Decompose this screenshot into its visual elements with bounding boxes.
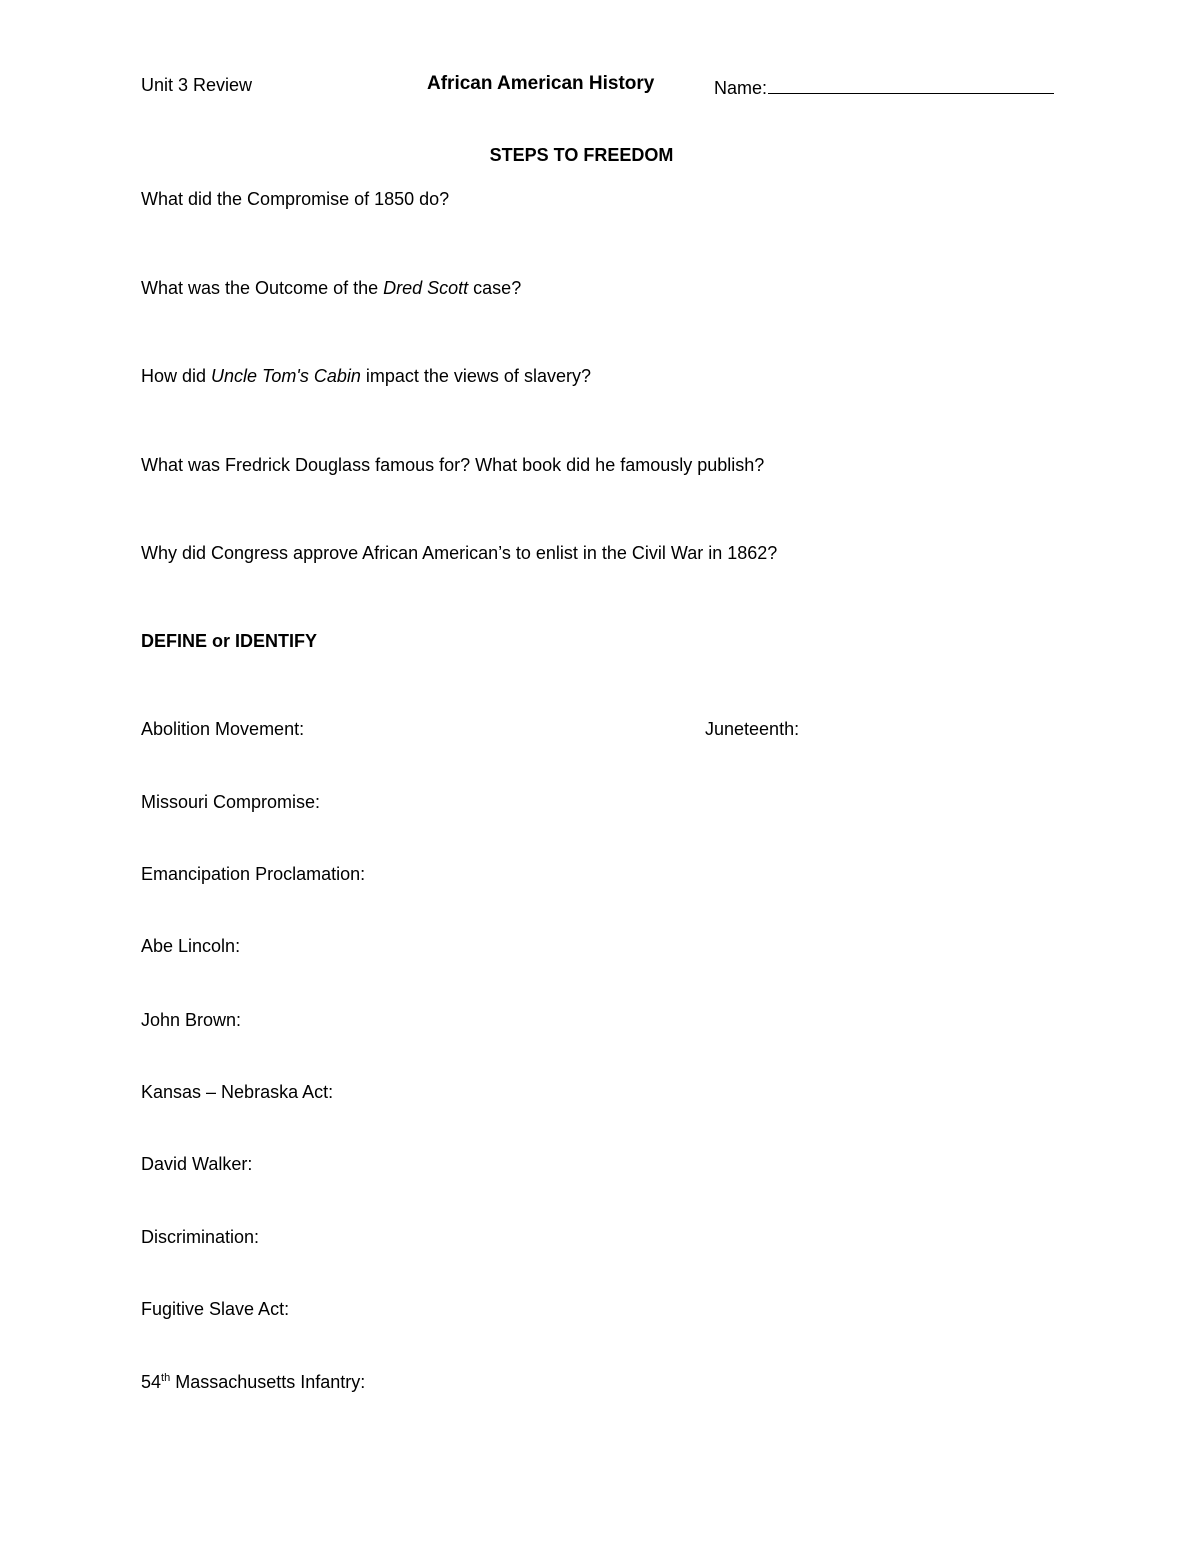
question-3: How did Uncle Tom's Cabin impact the views of slavery? xyxy=(141,366,591,386)
term-kansas-nebraska-act: Kansas – Nebraska Act: xyxy=(141,1082,334,1102)
section-title-steps-to-freedom: STEPS TO FREEDOM xyxy=(489,145,674,165)
name-blank-line[interactable] xyxy=(768,74,1054,94)
question-4: What was Fredrick Douglass famous for? What book did he famously publish? xyxy=(141,455,765,475)
term-juneteenth: Juneteenth: xyxy=(705,719,800,739)
term-fugitive-slave-act: Fugitive Slave Act: xyxy=(141,1299,290,1319)
term-abe-lincoln: Abe Lincoln: xyxy=(141,936,241,956)
term-missouri-compromise: Missouri Compromise: xyxy=(141,792,321,812)
question-1: What did the Compromise of 1850 do? xyxy=(141,189,450,209)
term-discrimination: Discrimination: xyxy=(141,1227,260,1247)
name-field[interactable] xyxy=(714,74,1054,99)
section-title-define-identify: DEFINE or IDENTIFY xyxy=(141,631,318,651)
term-54th-massachusetts-infantry: 54th Massachusetts Infantry: xyxy=(141,1372,366,1392)
term-john-brown: John Brown: xyxy=(141,1010,242,1030)
name-label: Name: xyxy=(714,78,768,98)
unit-label: Unit 3 Review xyxy=(141,75,253,95)
question-2: What was the Outcome of the Dred Scott case? xyxy=(141,278,522,298)
term-emancipation-proclamation: Emancipation Proclamation: xyxy=(141,864,366,884)
question-5: Why did Congress approve African American’s to enlist in the Civil War in 1862? xyxy=(141,543,778,563)
term-david-walker: David Walker: xyxy=(141,1154,253,1174)
term-abolition-movement: Abolition Movement: xyxy=(141,719,305,739)
course-title: African American History xyxy=(427,73,655,94)
